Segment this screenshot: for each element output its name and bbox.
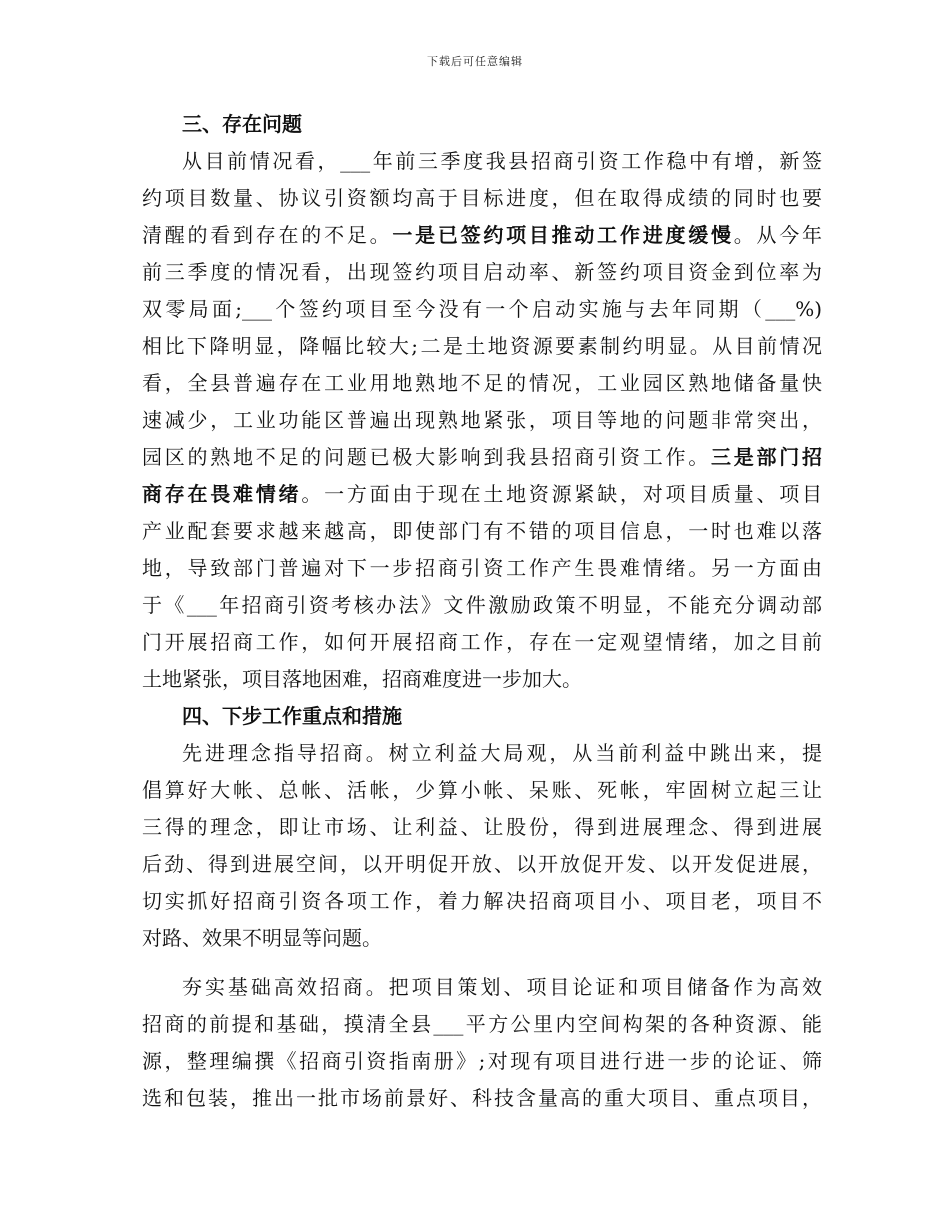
text-line: [142, 587, 822, 624]
text-line: [142, 920, 822, 957]
text-run: 产业配套要求越来越高，即使部门有不错的项目信息，一时也难以落: [142, 519, 822, 543]
text-run: 双零局面;___个签约项目至今没有一个启动实施与去年同期（___%): [142, 297, 822, 321]
text-run: 速减少，工业功能区普遍出现熟地紧张，项目等地的问题非常突出，: [142, 408, 822, 432]
text-run: 招商的前提和基础，摸清全县___平方公里内空间构架的各种资源、能: [142, 1012, 822, 1036]
text-run: 看，全县普遍存在工业用地熟地不足的情况，工业园区熟地储备量快: [142, 371, 822, 395]
text-run: 倡算好大帐、总帐、活帐，少算小帐、呆账、死帐，牢固树立起三让: [142, 778, 822, 802]
text-run: 清醒的看到存在的不足。: [142, 223, 393, 247]
text-run: 源，整理编撰《招商引资指南册》;对现有项目进行进一步的论证、筛: [142, 1049, 822, 1073]
bold-text-run: 三是部门招: [710, 445, 823, 469]
text-run: 前三季度的情况看，出现签约项目启动率、新签约项目资金到位率为: [142, 260, 822, 284]
text-run: 门开展招商工作，如何开展招商工作，存在一定观望情绪，加之目前: [142, 630, 822, 654]
text-line: [142, 809, 822, 846]
text-run: 相比下降明显，降幅比较大;二是土地资源要素制约明显。从目前情况: [142, 334, 822, 358]
text-line: [142, 513, 822, 550]
page-header: 下载后可任意编辑: [427, 55, 523, 68]
text-line: [142, 1006, 822, 1043]
text-line: [142, 402, 822, 439]
text-run: 对路、效果不明显等问题。: [142, 926, 382, 950]
text-line: [142, 476, 822, 513]
problems-paragraph: [142, 143, 822, 698]
text-line: [142, 624, 822, 661]
text-run: 园区的熟地不足的问题已极大影响到我县招商引资工作。: [142, 445, 711, 469]
text-run: 后劲、得到进展空间，以开明促开放、以开放促开发、以开发促进展，: [142, 852, 822, 876]
text-run: 于《___年招商引资考核办法》文件激励政策不明显，不能充分调动部: [142, 593, 822, 617]
text-line: [142, 180, 822, 217]
text-run: 地，导致部门普遍对下一步招商引资工作产生畏难情绪。另一方面由: [142, 556, 822, 580]
bold-text-run: 一是已签约项目推动工作进度缓慢: [392, 223, 734, 247]
text-line: [142, 291, 822, 328]
section-heading-problems: 三、存在问题: [182, 112, 302, 136]
bold-text-run: 商存在畏难情绪: [142, 482, 302, 506]
text-line: [142, 735, 822, 772]
document-body: [142, 106, 822, 1117]
text-line: [142, 846, 822, 883]
text-run: 约项目数量、协议引资额均高于目标进度，但在取得成绩的同时也要: [142, 186, 822, 210]
text-line: [142, 772, 822, 809]
text-line: [142, 1043, 822, 1080]
text-run: 切实抓好招商引资各项工作，着力解决招商项目小、项目老，项目不: [142, 889, 822, 913]
text-run: 。一方面由于现在土地资源紧缺，对项目质量、项目: [301, 482, 823, 506]
text-line: [142, 1080, 822, 1117]
text-run: 夯实基础高效招商。把项目策划、项目论证和项目储备作为高效: [182, 975, 822, 999]
text-line: [142, 217, 822, 254]
text-run: 三得的理念，即让市场、让利益、让股份，得到进展理念、得到进展: [142, 815, 822, 839]
text-line: [142, 328, 822, 365]
text-line: [142, 365, 822, 402]
section-heading-next-steps: 四、下步工作重点和措施: [182, 704, 402, 728]
advanced-concept-paragraph: [142, 735, 822, 957]
text-line: [142, 254, 822, 291]
text-line: [142, 439, 822, 476]
text-run: 土地紧张，项目落地困难，招商难度进一步加大。: [142, 667, 582, 691]
text-run: 先进理念指导招商。树立利益大局观，从当前利益中跳出来，提: [182, 741, 822, 765]
text-run: 选和包装，推出一批市场前景好、科技含量高的重大项目、重点项目，: [142, 1086, 822, 1110]
solid-foundation-paragraph: [142, 969, 822, 1117]
text-run: 。从今年: [733, 223, 823, 247]
text-line: [142, 550, 822, 587]
text-line: [142, 143, 822, 180]
text-line: [142, 883, 822, 920]
text-line: [142, 969, 822, 1006]
paragraph-spacer: [142, 957, 822, 969]
text-run: 从目前情况看，___年前三季度我县招商引资工作稳中有增，新签: [182, 149, 822, 173]
text-line: [142, 661, 822, 698]
